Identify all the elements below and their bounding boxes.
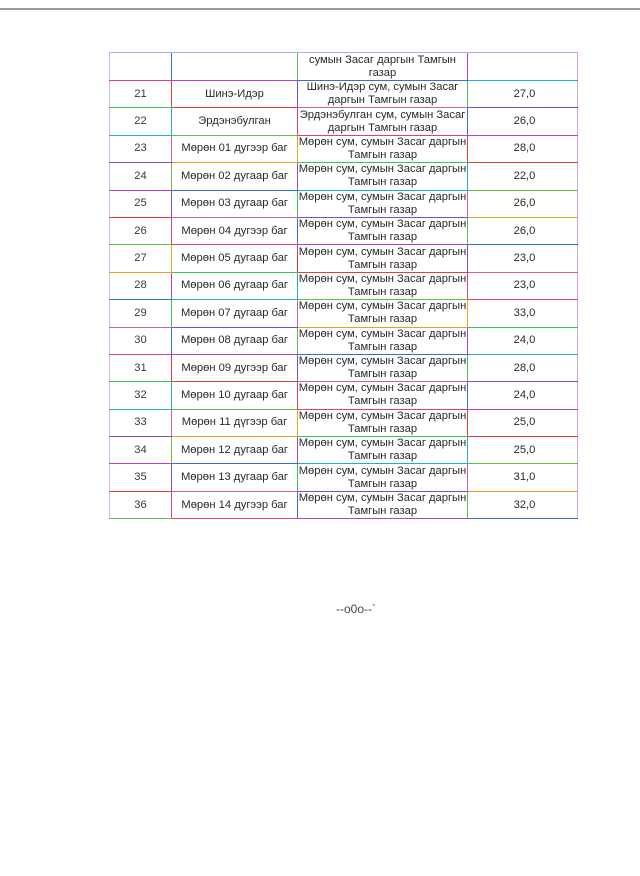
row-value [468, 491, 578, 518]
row-organization: Мөрөн сум, сумын Засаг даргын Тамгын газар [298, 272, 467, 298]
footer-mark: --o0o--` [335, 602, 376, 616]
row-value [468, 437, 578, 464]
row-name: Мөрөн 06 дугаар баг [172, 272, 298, 299]
row-number: 26 [110, 217, 172, 244]
table-row [110, 108, 578, 135]
row-value [468, 354, 578, 381]
row-organization: Мөрөн сум, сумын Засаг даргын Тамгын газар [298, 355, 467, 381]
row-number: 32 [110, 382, 172, 409]
row-value-text: 23,0 [513, 279, 536, 292]
row-name: Мөрөн 12 дугаар баг [172, 437, 298, 464]
row-organization: Мөрөн сум, сумын Засаг даргын Тамгын газар [298, 163, 467, 189]
row-organization: Мөрөн сум, сумын Засаг даргын Тамгын газар [298, 382, 467, 408]
row-value-text: 24,0 [513, 388, 536, 401]
row-organization: Мөрөн сум, сумын Засаг даргын Тамгын газар [298, 492, 467, 518]
row-organization: Мөрөн сум, сумын Засаг даргын Тамгын газар [298, 437, 467, 463]
table-row [110, 163, 578, 190]
row-name: Мөрөн 04 дугээр баг [172, 217, 298, 244]
row-value [468, 382, 578, 409]
row-value-text: 33,0 [513, 306, 536, 319]
row-organization: Мөрөн сум, сумын Засаг даргын Тамгын газар [298, 190, 467, 216]
row-name: Эрдэнэбулган [172, 108, 298, 135]
table-row [110, 354, 578, 381]
row-name: Мөрөн 02 дугаар баг [172, 163, 298, 190]
row-value [468, 245, 578, 272]
row-number: 35 [110, 464, 172, 491]
row-number: 21 [110, 81, 172, 108]
table-body [110, 53, 578, 519]
table-row [110, 491, 578, 518]
row-organization: Мөрөн сум, сумын Засаг даргын Тамгын газар [298, 327, 467, 353]
row-value [468, 300, 578, 327]
table-row [110, 190, 578, 217]
row-number: 22 [110, 108, 172, 135]
row-organization: Мөрөн сум, сумын Засаг даргын Тамгын газар [298, 409, 467, 435]
row-number: 33 [110, 409, 172, 436]
data-table [109, 52, 578, 519]
row-value-text: 31,0 [513, 471, 536, 484]
row-name: Мөрөн 08 дугаар баг [172, 327, 298, 354]
row-value-text: 32,0 [513, 498, 536, 511]
row-number: 25 [110, 190, 172, 217]
page-top-edge [0, 8, 640, 10]
row-value [468, 108, 578, 135]
row-name: Мөрөн 07 дугаар баг [172, 300, 298, 327]
row-value [468, 190, 578, 217]
row-value [468, 464, 578, 491]
table-row [110, 327, 578, 354]
row-organization: Мөрөн сум, сумын Засаг даргын Тамгын газар [298, 245, 467, 271]
row-value-text: 23,0 [513, 252, 536, 265]
table-row [110, 245, 578, 272]
row-number: 30 [110, 327, 172, 354]
row-value-text: 22,0 [513, 169, 536, 182]
row-number: 34 [110, 437, 172, 464]
row-value-text: 28,0 [513, 142, 536, 155]
row-number: 29 [110, 300, 172, 327]
table-row-continued [110, 53, 578, 81]
row-value-text: 28,0 [513, 361, 536, 374]
row-value-text: 25,0 [513, 443, 536, 456]
table-row [110, 409, 578, 436]
row-name [172, 53, 298, 81]
row-number: 36 [110, 491, 172, 518]
row-name: Мөрөн 05 дугаар баг [172, 245, 298, 272]
row-organization: Мөрөн сум, сумын Засаг даргын Тамгын газар [298, 464, 467, 490]
table-row [110, 382, 578, 409]
row-value-text: 24,0 [513, 334, 536, 347]
table-row [110, 81, 578, 108]
table-row [110, 217, 578, 244]
row-value-text: 26,0 [513, 197, 536, 210]
row-name: Мөрөн 01 дугээр баг [172, 135, 298, 162]
row-organization: Эрдэнэбулган сум, сумын Засаг даргын Тамгын газар [298, 108, 468, 135]
row-organization: Мөрөн сум, сумын Засаг даргын Тамгын газар [298, 300, 467, 326]
row-number: 31 [110, 354, 172, 381]
table-row [110, 272, 578, 299]
row-value-text: 26,0 [513, 115, 536, 128]
row-value-text: 26,0 [513, 224, 536, 237]
row-name: Мөрөн 10 дугаар баг [172, 382, 298, 409]
row-organization: сумын Засаг даргын Тамгын газар [298, 53, 468, 81]
row-number [110, 53, 172, 81]
row-value [468, 272, 578, 299]
row-value [468, 327, 578, 354]
row-value-text: 25,0 [513, 416, 536, 429]
row-value [468, 217, 578, 244]
row-name: Мөрөн 09 дугээр баг [172, 354, 298, 381]
row-name: Мөрөн 03 дугаар баг [172, 190, 298, 217]
row-name: Мөрөн 14 дугээр баг [172, 491, 298, 518]
row-name: Мөрөн 13 дугаар баг [172, 464, 298, 491]
row-name: Мөрөн 11 дүгээр баг [172, 409, 298, 436]
row-number: 24 [110, 163, 172, 190]
row-value [468, 163, 578, 190]
row-organization: Шинэ-Идэр сум, сумын Засаг даргын Тамгын газар [298, 81, 468, 108]
row-number: 27 [110, 245, 172, 272]
table-row [110, 437, 578, 464]
table-row [110, 300, 578, 327]
row-number: 23 [110, 135, 172, 162]
table-row [110, 464, 578, 491]
row-value [468, 53, 578, 81]
row-value [468, 135, 578, 162]
row-number: 28 [110, 272, 172, 299]
row-organization: Мөрөн сум, сумын Засаг даргын Тамгын газар [298, 218, 467, 244]
row-value-text: 27,0 [513, 87, 536, 100]
table-row [110, 135, 578, 162]
row-name: Шинэ-Идэр [172, 81, 298, 108]
row-organization: Мөрөн сум, сумын Засаг даргын Тамгын газар [298, 135, 467, 161]
row-value [468, 409, 578, 436]
row-value [468, 81, 578, 108]
